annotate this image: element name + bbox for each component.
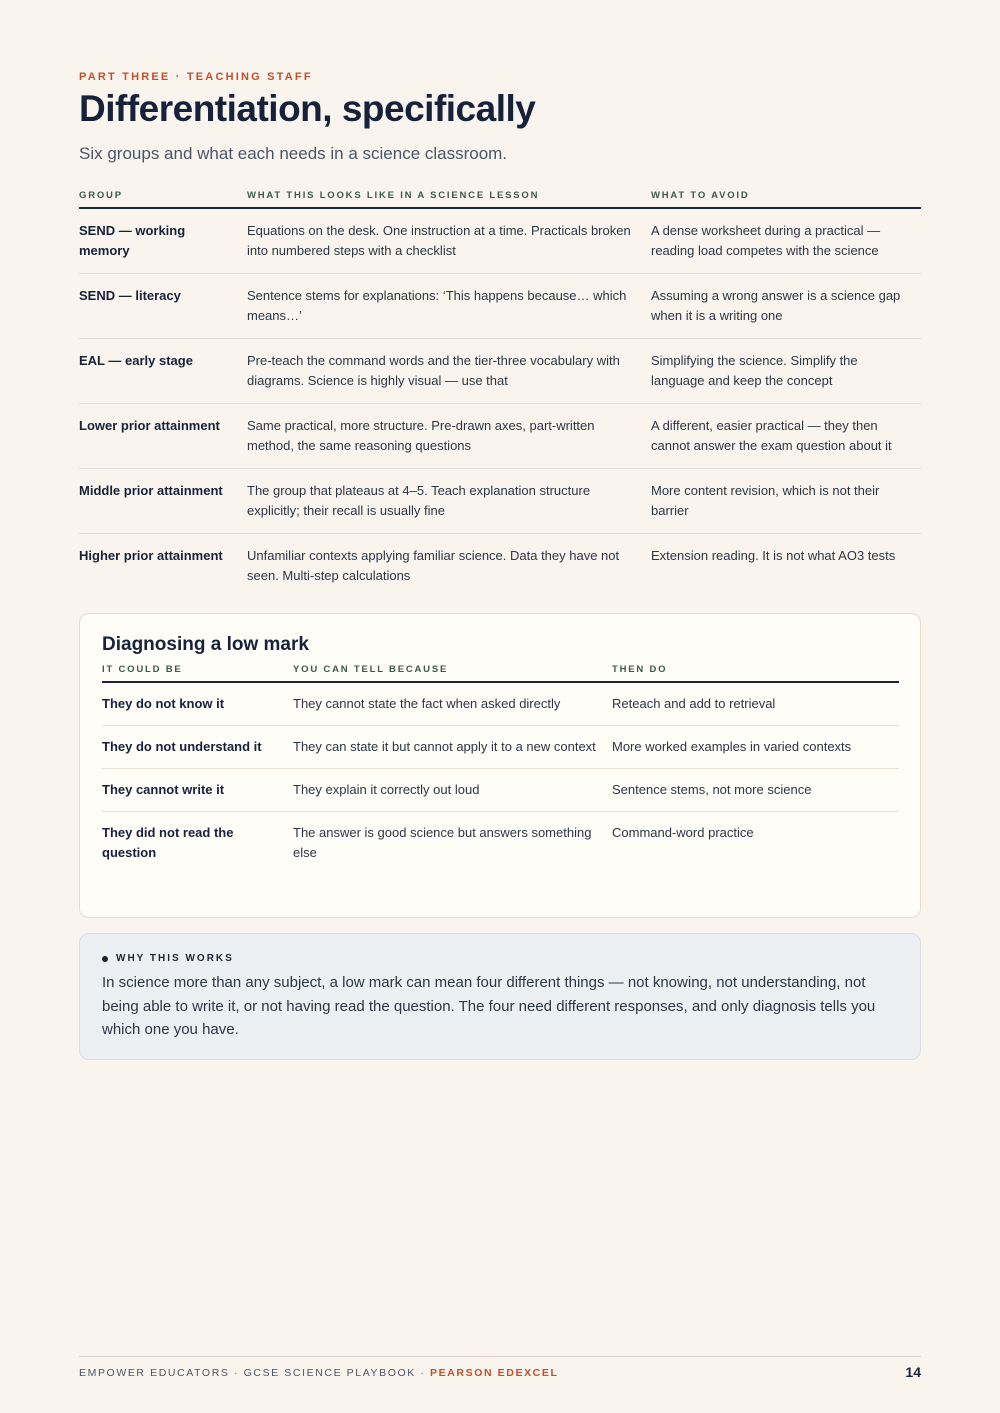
evidence-cell: They explain it correctly out loud bbox=[293, 769, 612, 812]
action-cell: Reteach and add to retrieval bbox=[612, 682, 899, 726]
why-text: In science more than any subject, a low mark can mean four different things — not knowing, not understanding, not being able to write it, or not having read the question. The four need different responses, and only diagnosis tells you which one you have. bbox=[102, 974, 876, 1038]
column-header-looks-like: WHAT THIS LOOKS LIKE IN A SCIENCE LESSON bbox=[247, 190, 651, 208]
avoid-cell: A dense worksheet during a practical — reading load competes with the science bbox=[651, 208, 921, 274]
section-eyebrow: PART THREE · TEACHING STAFF bbox=[79, 71, 313, 83]
avoid-cell: Simplifying the science. Simplify the language and keep the concept bbox=[651, 339, 921, 404]
table-row bbox=[79, 274, 921, 339]
cause-cell: They do not understand it bbox=[102, 726, 293, 769]
looks-like-cell: Pre-teach the command words and the tier-three vocabulary with diagrams. Science is highly visual — use that bbox=[247, 339, 651, 404]
group-cell: SEND — working memory bbox=[79, 208, 247, 274]
group-cell: Higher prior attainment bbox=[79, 548, 223, 563]
footer-brand: PEARSON EDEXCEL bbox=[430, 1367, 559, 1379]
group-cell: EAL — early stage bbox=[79, 339, 247, 404]
column-header-action: THEN DO bbox=[612, 664, 899, 682]
groups-table-header bbox=[79, 190, 921, 208]
footer-series: EMPOWER EDUCATORS · GCSE SCIENCE PLAYBOOK · bbox=[79, 1367, 431, 1379]
groups-table bbox=[79, 190, 921, 598]
table-row bbox=[79, 469, 921, 534]
footer-divider bbox=[79, 1356, 921, 1357]
cause-cell: They cannot write it bbox=[102, 769, 293, 812]
group-cell: Middle prior attainment bbox=[79, 469, 247, 534]
column-header-cause: IT COULD BE bbox=[102, 664, 293, 682]
table-row bbox=[102, 682, 899, 726]
table-row bbox=[102, 726, 899, 769]
column-header-evidence: YOU CAN TELL BECAUSE bbox=[293, 664, 612, 682]
bullet-dot-icon bbox=[102, 956, 108, 962]
table-row bbox=[102, 812, 899, 875]
group-cell: SEND — literacy bbox=[79, 274, 247, 339]
avoid-cell: More content revision, which is not their barrier bbox=[651, 469, 921, 534]
looks-like-cell: Equations on the desk. One instruction at a time. Practicals broken into numbered steps with a checklist bbox=[247, 208, 651, 274]
why-label bbox=[102, 953, 234, 964]
evidence-cell: They cannot state the fact when asked directly bbox=[293, 682, 612, 726]
looks-like-cell: Sentence stems for explanations: ‘This happens because… which means…’ bbox=[247, 274, 651, 339]
avoid-cell: Assuming a wrong answer is a science gap when it is a writing one bbox=[651, 274, 921, 339]
table-row bbox=[79, 339, 921, 404]
looks-like-cell: The group that plateaus at 4–5. Teach explanation structure explicitly; their recall is usually fine bbox=[247, 469, 651, 534]
page-subtitle: Six groups and what each needs in a science classroom. bbox=[79, 144, 508, 163]
looks-like-cell: Unfamiliar contexts applying familiar science. Data they have not seen. Multi-step calculations bbox=[247, 548, 620, 583]
action-cell: Command-word practice bbox=[612, 825, 754, 840]
table-row bbox=[79, 208, 921, 274]
table-row bbox=[79, 404, 921, 469]
action-cell: Sentence stems, not more science bbox=[612, 769, 899, 812]
evidence-cell: They can state it but cannot apply it to a new context bbox=[293, 726, 612, 769]
footer-credit bbox=[79, 1367, 558, 1379]
action-cell: More worked examples in varied contexts bbox=[612, 726, 899, 769]
why-label-text: WHY THIS WORKS bbox=[116, 953, 234, 964]
diagnosis-card bbox=[79, 613, 921, 918]
column-header-group: GROUP bbox=[79, 190, 247, 208]
group-cell: Lower prior attainment bbox=[79, 404, 247, 469]
avoid-cell: Extension reading. It is not what AO3 tests bbox=[651, 548, 896, 563]
page-number: 14 bbox=[905, 1364, 921, 1380]
column-header-avoid: WHAT TO AVOID bbox=[651, 190, 921, 208]
why-this-works-callout bbox=[79, 933, 921, 1060]
diagnosis-table bbox=[102, 664, 899, 874]
page-title: Differentiation, specifically bbox=[79, 88, 536, 129]
diagnosis-title: Diagnosing a low mark bbox=[102, 634, 309, 655]
table-row bbox=[102, 769, 899, 812]
looks-like-cell: Same practical, more structure. Pre-drawn axes, part-written method, the same reasoning questions bbox=[247, 404, 651, 469]
evidence-cell: The answer is good science but answers something else bbox=[293, 825, 592, 860]
cause-cell: They did not read the question bbox=[102, 825, 234, 860]
table-row bbox=[79, 534, 921, 599]
cause-cell: They do not know it bbox=[102, 682, 293, 726]
diagnosis-table-header bbox=[102, 664, 899, 682]
avoid-cell: A different, easier practical — they then cannot answer the exam question about it bbox=[651, 404, 921, 469]
